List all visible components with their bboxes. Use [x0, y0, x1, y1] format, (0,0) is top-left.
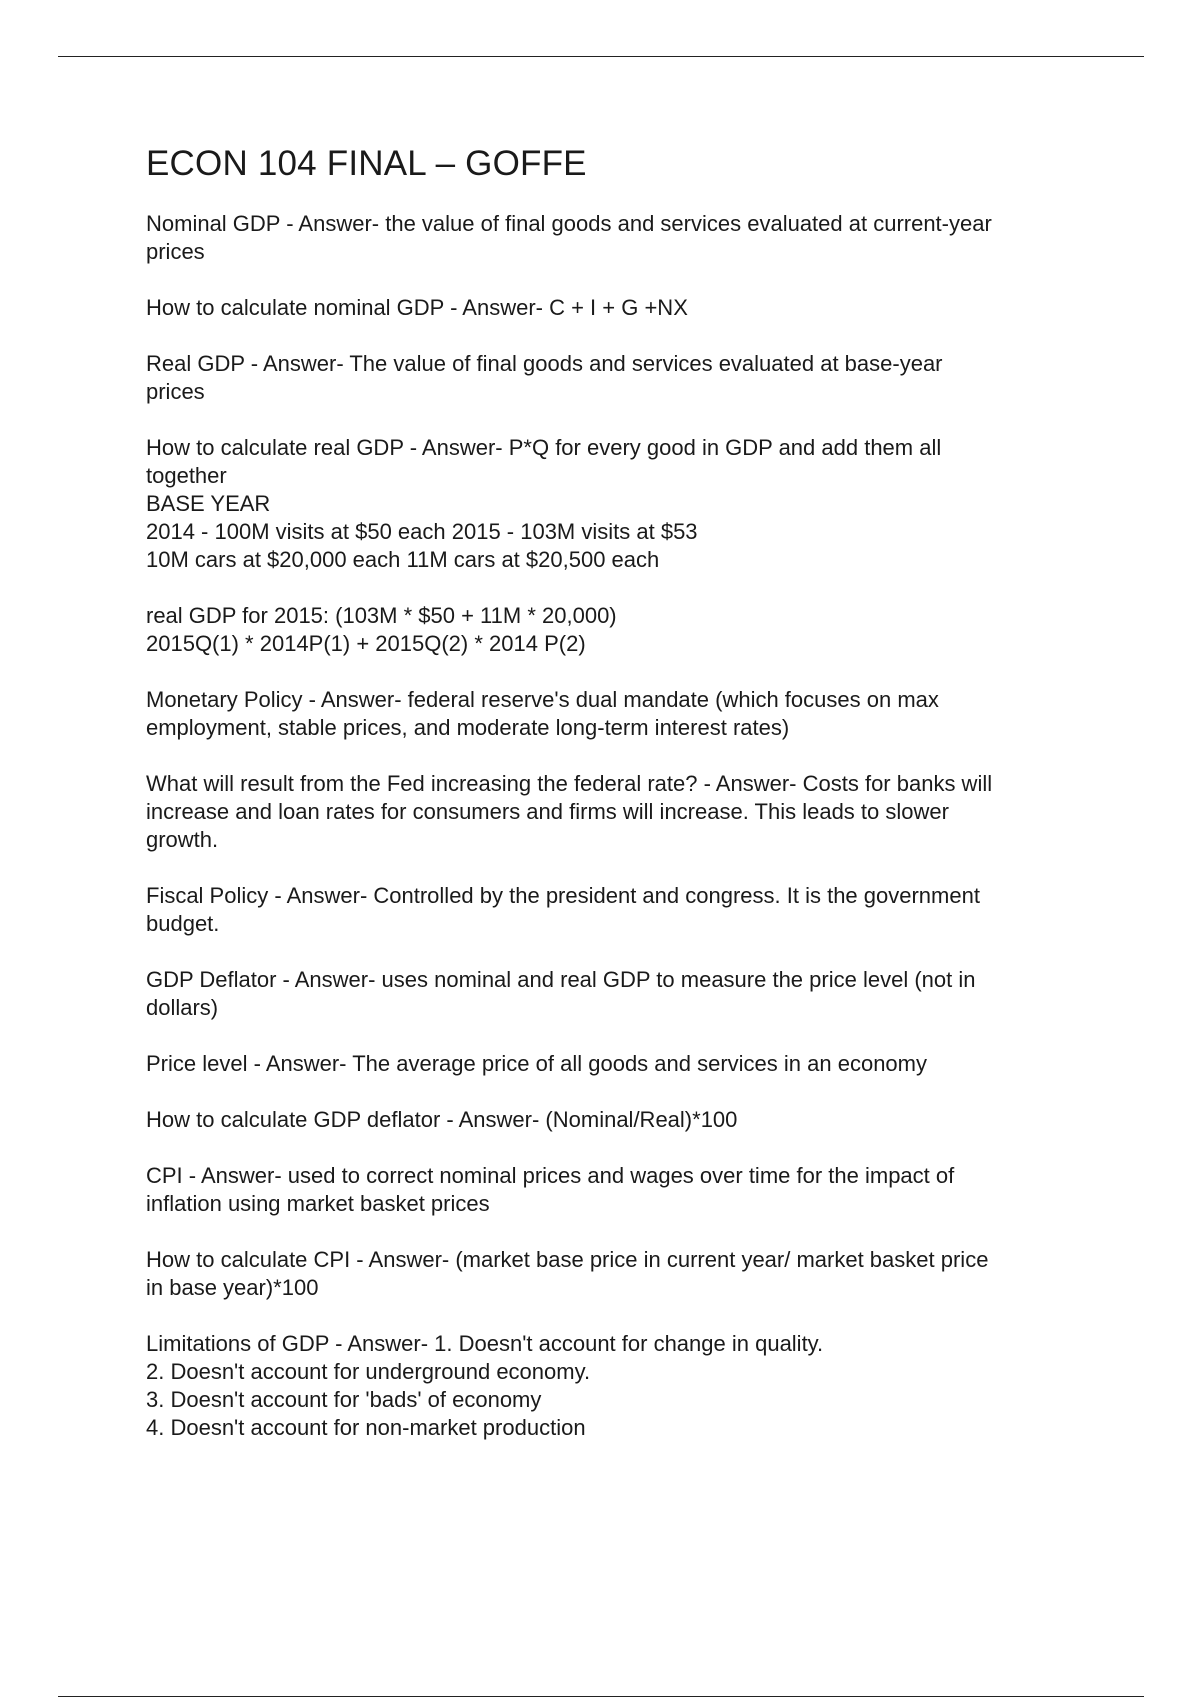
entry-nominal-gdp: Nominal GDP - Answer- the value of final goods and services evaluated at current-year prices — [146, 211, 992, 264]
entry-calc-real-gdp: How to calculate real GDP - Answer- P*Q for every good in GDP and add them all together BASE YEAR 2014 - 100M visits at $50 each 2015 - 103M visits at $53 10M cars at $20,000 each 11M cars at $20,500 each — [146, 435, 942, 572]
top-rule — [58, 56, 1144, 57]
entry-price-level: Price level - Answer- The average price of all goods and services in an economy — [146, 1051, 927, 1076]
entry-fed-rate-increase: What will result from the Fed increasing the federal rate? - Answer- Costs for banks will increase and loan rates for consumers and firms will increase. This leads to slower growth. — [146, 771, 993, 852]
entry-cpi: CPI - Answer- used to correct nominal prices and wages over time for the impact of inflation using market basket prices — [146, 1163, 955, 1216]
entry-fiscal-policy: Fiscal Policy - Answer- Controlled by the president and congress. It is the government budget. — [146, 883, 980, 936]
bottom-rule — [58, 1696, 1144, 1697]
entry-calc-nominal-gdp: How to calculate nominal GDP - Answer- C + I + G +NX — [146, 295, 688, 320]
entry-limitations-gdp: Limitations of GDP - Answer- 1. Doesn't account for change in quality. 2. Doesn't account for underground economy. 3. Doesn't account for 'bads' of economy 4. Doesn't account for non-market production — [146, 1331, 824, 1440]
entry-calc-gdp-deflator: How to calculate GDP deflator - Answer- (Nominal/Real)*100 — [146, 1107, 738, 1132]
entry-calc-cpi: How to calculate CPI - Answer- (market base price in current year/ market basket price in base year)*100 — [146, 1247, 989, 1300]
entry-real-gdp-2015: real GDP for 2015: (103M * $50 + 11M * 20,000) 2015Q(1) * 2014P(1) + 2015Q(2) * 2014 P(2) — [146, 603, 617, 656]
entry-real-gdp: Real GDP - Answer- The value of final goods and services evaluated at base-year prices — [146, 351, 943, 404]
document-title: ECON 104 FINAL – GOFFE — [146, 144, 587, 183]
entry-gdp-deflator: GDP Deflator - Answer- uses nominal and real GDP to measure the price level (not in dollars) — [146, 967, 976, 1020]
document-body — [146, 140, 1086, 1470]
entry-monetary-policy: Monetary Policy - Answer- federal reserve's dual mandate (which focuses on max employment, stable prices, and moderate long-term interest rates) — [146, 687, 939, 740]
